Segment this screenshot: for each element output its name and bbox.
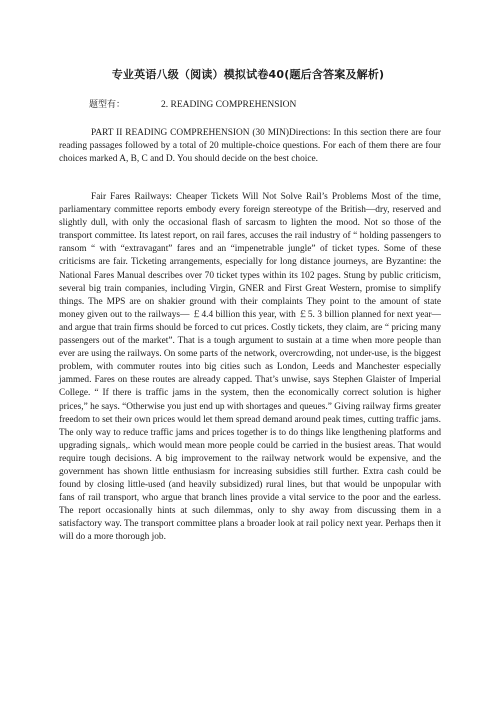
question-type-label: 题型有：	[89, 100, 126, 110]
document-title: 专业英语八级（阅读）模拟试卷40(题后含答案及解析)	[111, 68, 385, 81]
question-type-value: 2. READING COMPREHENSION	[161, 100, 297, 110]
passage-text: Fair Fares Railways: Cheaper Tickets Will Not Solve Rail’s Problems Most of the time, parliamentary committee reports embody every foreign stereotype of the British—dry, reserved and slightly dull, with only the occasional flash of sarcasm to lighten the mood. Not so those of the transport committee. Its latest report, on rail fares, accuses the rail industry of “ holding passengers to ransom “ with “extravagant” fares and an “impenetrable jungle” of ticket types. Some of these criticisms are fair. Ticketing arrangements, especially for long distance journeys, are Byzantine: the National Fares Manual describes over 70 ticket types within its 102 pages. Stung by public criticism, several big train companies, including Virgin, GNER and First Great Western, promise to simplify things. The MPS are on shakier ground with their complaints They point to the amount of state money given out to the railways— ￡4.4 billion this year, with ￡5. 3 billion planned for next year—and argue that train firms should be forced to cut prices. Costly tickets, they claim, are “ pricing many passengers out of the market”. That is a tough argument to sustain at a time when more people than ever are using the railways. On some parts of the network, overcrowding, not under-use, is the biggest problem, with commuter routes into big cities such as London, Leeds and Manchester especially jammed. Fares on these routes are already capped. That’s unwise, says Stephen Glaister of Imperial College. “ If there is traffic jams in the system, then the economically correct solution is higher prices,” he says. “Otherwise you just end up with shortages and queues.” Giving railway firms greater freedom to set their own prices would let them spread demand around peak times, cutting traffic jams. The only way to reduce traffic jams and prices together is to do things like lengthening platforms and upgrading signals,. which would mean more people could be carried in the busiest areas. That would require tough decisions. A big improvement to the railway network would be expensive, and the government has shown little enthusiasm for increasing subsidies still further. Extra cash could be found by closing little-used (and heavily subsidized) rural lines, but that would be unpopular with fans of rail transport, who argue that branch lines provide a vital service to the poor and the earless. The report occasionally hints at such dilemmas, only to shy away from discussing them in a satisfactory way. The transport committee plans a broader look at rail policy next year. Perhaps then it will do a more thorough job.	[59, 192, 441, 543]
directions-paragraph: PART II READING COMPREHENSION (30 MIN)Directions: In this section there are four reading passages followed by a total of 20 multiple-choice questions. For each of them there are four choices marked A, B, C and D. You should decide on the best choice.	[59, 128, 441, 165]
question-type-line	[89, 97, 296, 110]
